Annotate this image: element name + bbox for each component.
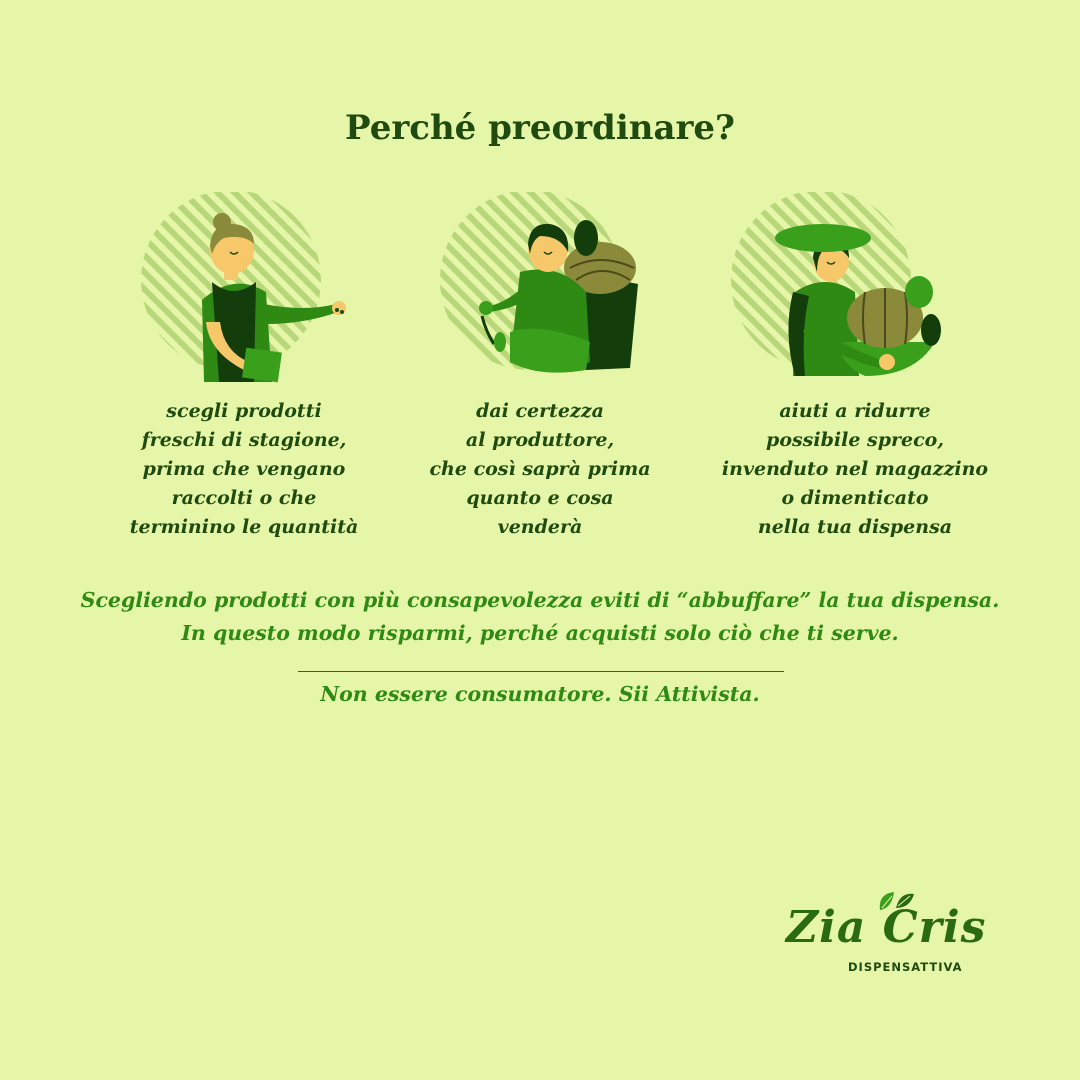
benefit-card-1 bbox=[94, 192, 394, 542]
caption-line: scegli prodotti bbox=[166, 400, 322, 422]
caption-line: freschi di stagione, bbox=[141, 429, 347, 451]
page-title: Perché preordinare? bbox=[345, 108, 735, 148]
caption-line: raccolti o che bbox=[171, 487, 317, 509]
logo-name: Zia Cris bbox=[786, 902, 987, 953]
caption-line: prima che vengano bbox=[142, 458, 346, 480]
logo-tagline: DISPENSATTIVA bbox=[848, 960, 963, 974]
motto: Non essere consumatore. Sii Attivista. bbox=[320, 682, 760, 706]
message-line-2: In questo modo risparmi, perché acquisti solo ciò che ti serve. bbox=[181, 621, 899, 645]
message-line-1: Scegliendo prodotti con più consapevolezza eviti di “abbuffare” la tua dispensa. bbox=[80, 588, 1000, 612]
caption-line: venderà bbox=[497, 516, 583, 538]
benefit-card-3 bbox=[705, 192, 1005, 542]
benefit-card-2 bbox=[390, 192, 690, 542]
caption-line: che così saprà prima bbox=[429, 458, 651, 480]
caption-line: terminino le quantità bbox=[129, 516, 359, 538]
farmer-harvesting-basket-illustration bbox=[390, 192, 690, 387]
main-message bbox=[0, 584, 1080, 650]
caption-line: nella tua dispensa bbox=[757, 516, 953, 538]
benefit-caption-1 bbox=[94, 397, 394, 542]
caption-line: aiuti a ridurre bbox=[779, 400, 931, 422]
farmer-carrying-pumpkin-illustration bbox=[705, 192, 1005, 387]
caption-line: quanto e cosa bbox=[466, 487, 614, 509]
benefit-caption-2 bbox=[390, 397, 690, 542]
divider bbox=[298, 671, 784, 672]
caption-line: o dimenticato bbox=[781, 487, 929, 509]
caption-line: possibile spreco, bbox=[766, 429, 944, 451]
brand-logo bbox=[780, 888, 987, 983]
caption-line: dai certezza bbox=[476, 400, 604, 422]
caption-line: al produttore, bbox=[465, 429, 615, 451]
farmer-offering-seeds-illustration bbox=[94, 192, 394, 387]
caption-line: invenduto nel magazzino bbox=[721, 458, 989, 480]
benefit-caption-3 bbox=[705, 397, 1005, 542]
